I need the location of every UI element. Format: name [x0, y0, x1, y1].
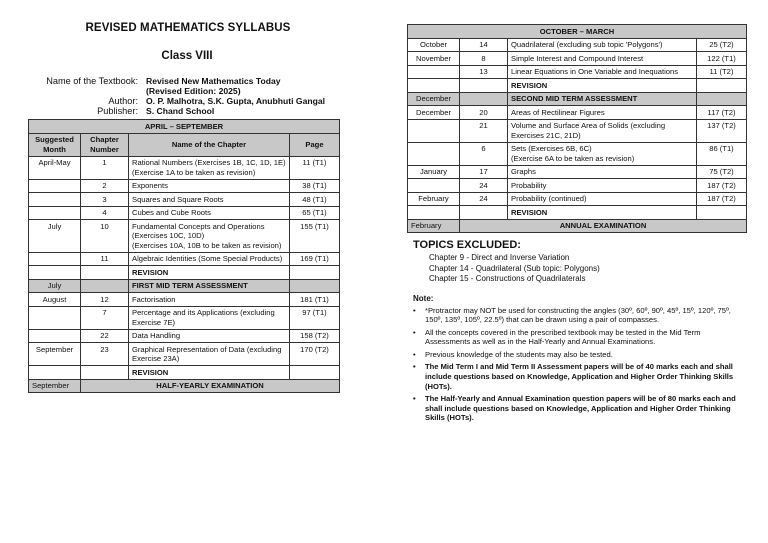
row-month	[408, 79, 460, 93]
chapter-name-text: REVISION	[132, 267, 169, 277]
notes-title: Note:	[413, 293, 434, 303]
row-page: 170 (T2)	[289, 343, 339, 366]
row-month: August	[29, 293, 81, 307]
chapter-name-text: Percentage and its Applications (excluding Exercise 7E)	[132, 308, 275, 327]
row-month	[29, 366, 81, 380]
row-chapter-number	[81, 366, 129, 380]
table-row	[408, 106, 747, 120]
row-page: 75 (T2)	[696, 165, 746, 179]
row-page	[696, 206, 746, 220]
textbook-row	[28, 76, 340, 96]
row-page: 11 (T2)	[696, 65, 746, 79]
row-month	[29, 306, 81, 329]
exam-label: HALF-YEARLY EXAMINATION	[81, 379, 340, 393]
row-page: 169 (T1)	[289, 252, 339, 266]
chapter-name-text: FIRST MID TERM ASSESSMENT	[132, 281, 248, 290]
table-row	[29, 156, 340, 179]
author-value: O. P. Malhotra, S.K. Gupta, Anubhuti Gangal	[146, 96, 326, 106]
row-chapter-number: 21	[460, 119, 508, 142]
row-chapter-name	[129, 293, 290, 307]
chapter-name-text: Probability	[511, 180, 547, 190]
row-month: February	[408, 192, 460, 206]
chapter-name-text: Graphs	[511, 167, 536, 176]
chapter-name-text: Algebraic Identities (Some Special Products)	[132, 254, 283, 263]
row-month	[408, 179, 460, 193]
row-page: 137 (T2)	[696, 119, 746, 142]
table-row	[29, 252, 340, 266]
row-month	[29, 193, 81, 207]
row-chapter-number: 3	[81, 193, 129, 207]
publisher-label: Publisher:	[97, 106, 138, 116]
row-chapter-number: 13	[460, 65, 508, 79]
row-month	[408, 206, 460, 220]
chapter-name-text: Cubes and Cube Roots	[132, 208, 211, 217]
row-chapter-number: 12	[81, 293, 129, 307]
textbook-info	[28, 76, 340, 116]
row-chapter-name	[129, 266, 290, 280]
table-row	[29, 366, 340, 380]
table-row	[408, 52, 747, 66]
exam-label: ANNUAL EXAMINATION	[460, 219, 747, 233]
row-chapter-name	[508, 192, 697, 206]
row-month: January	[408, 165, 460, 179]
row-month	[29, 329, 81, 343]
table-row	[408, 92, 747, 106]
row-month	[29, 266, 81, 280]
chapter-name-text: Probability (continued)	[511, 194, 587, 203]
row-month	[408, 65, 460, 79]
row-chapter-name	[129, 306, 290, 329]
row-chapter-number: 2	[81, 179, 129, 193]
table-row	[29, 206, 340, 220]
row-page: 11 (T1)	[289, 156, 339, 179]
row-chapter-number: 10	[81, 220, 129, 253]
chapter-name-text: SECOND MID TERM ASSESSMENT	[511, 94, 638, 103]
row-month: December	[408, 92, 460, 106]
table-row	[408, 179, 747, 193]
row-page	[289, 279, 339, 293]
note-item: • Previous knowledge of the students may also be tested.	[413, 350, 747, 360]
syllabus-table-april-september	[28, 119, 340, 393]
row-chapter-name	[129, 366, 290, 380]
row-month	[29, 179, 81, 193]
chapter-name-text: Squares and Square Roots	[132, 194, 224, 204]
row-page: 97 (T1)	[289, 306, 339, 329]
row-chapter-name	[129, 252, 290, 266]
table-row	[29, 193, 340, 207]
row-page	[289, 366, 339, 380]
textbook-name: Revised New Mathematics Today	[146, 76, 281, 86]
right-column	[407, 24, 747, 426]
syllabus-table-october-march	[407, 24, 747, 233]
row-page	[289, 266, 339, 280]
row-chapter-number: 17	[460, 165, 508, 179]
table-row	[408, 38, 747, 52]
notes-list	[413, 306, 747, 424]
row-month	[408, 142, 460, 165]
header-chapter-number: Chapter Number	[81, 133, 129, 156]
excluded-topic-item: Chapter 14 - Quadrilateral (Sub topic: Polygons)	[429, 263, 600, 273]
chapter-name-text: Rational Numbers (Exercises 1B, 1C, 1D, 1E)	[132, 158, 286, 167]
term-band: OCTOBER – MARCH	[408, 25, 747, 39]
chapter-name-note: (Exercise 1A to be taken as revision)	[132, 167, 256, 177]
row-chapter-number: 7	[81, 306, 129, 329]
row-page: 122 (T1)	[696, 52, 746, 66]
row-page: 155 (T1)	[289, 220, 339, 253]
chapter-name-note: (Exercise 6A to be taken as revision)	[511, 153, 635, 163]
left-column	[28, 22, 340, 393]
row-chapter-name	[508, 179, 697, 193]
header-page: Page	[289, 133, 339, 156]
row-month: September	[29, 343, 81, 366]
row-chapter-name	[508, 38, 697, 52]
row-chapter-number	[460, 206, 508, 220]
row-month: July	[29, 220, 81, 253]
row-chapter-name	[508, 65, 697, 79]
chapter-name-text: REVISION	[132, 367, 169, 377]
row-chapter-name	[508, 106, 697, 120]
textbook-edition: (Revised Edition: 2025)	[146, 86, 241, 96]
table-row	[408, 79, 747, 93]
row-chapter-number	[81, 266, 129, 280]
term-band: APRIL – SEPTEMBER	[29, 120, 340, 134]
row-page: 181 (T1)	[289, 293, 339, 307]
row-chapter-number: 22	[81, 329, 129, 343]
header-month: Suggested Month	[29, 133, 81, 156]
row-chapter-name	[508, 142, 697, 165]
chapter-name-text: Simple Interest and Compound Interest	[511, 53, 644, 63]
table-row	[29, 220, 340, 253]
note-item: • All the concepts covered in the prescribed textbook may be tested in the Mid Term Assessments as well as in the Half-Yearly and Annual Examinations.	[413, 328, 747, 347]
chapter-name-text: Linear Equations in One Variable and Inequations	[511, 67, 679, 76]
table-band-row	[29, 120, 340, 134]
exam-row	[29, 379, 340, 393]
row-month: December	[408, 106, 460, 120]
row-chapter-number	[460, 79, 508, 93]
chapter-name-text: Sets (Exercises 6B, 6C)	[511, 144, 592, 153]
excluded-topic-item: Chapter 9 - Direct and Inverse Variation	[429, 253, 570, 262]
header-chapter-name: Name of the Chapter	[129, 133, 290, 156]
row-chapter-name	[508, 119, 697, 142]
page-title: REVISED MATHEMATICS SYLLABUS	[85, 22, 291, 34]
note-item: • The Half-Yearly and Annual Examination question papers will be of 80 marks each and shall include questions based on Knowledge, Application and Higher Order Thinking Skills (HOTs).	[413, 394, 747, 423]
chapter-name-text: REVISION	[511, 207, 548, 217]
publisher-row	[28, 106, 340, 116]
row-chapter-name	[508, 165, 697, 179]
row-chapter-name	[129, 279, 290, 293]
chapter-name-text: Quadrilateral (excluding sub topic 'Polygons')	[511, 40, 663, 49]
table-header-row	[29, 133, 340, 156]
publisher-value: S. Chand School	[146, 106, 215, 116]
row-chapter-number: 24	[460, 179, 508, 193]
excluded-topic-item: Chapter 15 - Constructions of Quadrilaterals	[429, 274, 586, 283]
row-chapter-name	[508, 52, 697, 66]
row-chapter-number: 24	[460, 192, 508, 206]
row-chapter-number: 11	[81, 252, 129, 266]
row-month: July	[29, 279, 81, 293]
textbook-value	[146, 76, 281, 96]
row-chapter-name	[129, 156, 290, 179]
topics-excluded-title: TOPICS EXCLUDED:	[413, 239, 521, 251]
table-row	[29, 329, 340, 343]
row-chapter-name	[508, 92, 697, 106]
table-row	[408, 206, 747, 220]
row-chapter-name	[508, 79, 697, 93]
row-page: 158 (T2)	[289, 329, 339, 343]
chapter-name-text: REVISION	[511, 80, 548, 90]
exam-row	[408, 219, 747, 233]
chapter-name-text: Exponents	[132, 181, 168, 190]
exam-month: February	[408, 219, 460, 233]
note-item: • The Mid Term I and Mid Term II Assessment papers will be of 40 marks each and shall include questions based on Knowledge, Application and Higher Order Thinking Skills (HOTs).	[413, 362, 747, 391]
chapter-name-text: Volume and Surface Area of Solids (excluding Exercises 21C, 21D)	[511, 121, 666, 140]
row-chapter-name	[129, 343, 290, 366]
table-row	[408, 192, 747, 206]
table-row	[29, 306, 340, 329]
row-chapter-number	[81, 279, 129, 293]
row-chapter-name	[129, 206, 290, 220]
row-month: October	[408, 38, 460, 52]
row-chapter-number: 6	[460, 142, 508, 165]
textbook-label: Name of the Textbook:	[46, 76, 138, 86]
row-month: April-May	[29, 156, 81, 179]
note-item: • *Protractor may NOT be used for constructing the angles (30º, 60º, 90º, 45º, 15º, 120º, 75º, 150º, 135º, 105º, 22.5º) that can be drawn using a pair of compasses.	[413, 306, 747, 325]
topics-excluded-list	[429, 253, 747, 285]
row-month	[29, 252, 81, 266]
row-page: 117 (T2)	[696, 106, 746, 120]
row-month: November	[408, 52, 460, 66]
row-chapter-number: 20	[460, 106, 508, 120]
row-chapter-number	[460, 92, 508, 106]
row-chapter-name	[129, 220, 290, 253]
table-row	[29, 343, 340, 366]
row-page	[696, 92, 746, 106]
row-chapter-number: 4	[81, 206, 129, 220]
table-row	[408, 65, 747, 79]
table-band-row	[408, 25, 747, 39]
left-table-body	[29, 156, 340, 393]
row-chapter-number: 14	[460, 38, 508, 52]
table-row	[408, 142, 747, 165]
row-month	[29, 206, 81, 220]
chapter-name-text: Fundamental Concepts and Operations (Exercises 10C, 10D)	[132, 221, 265, 240]
chapter-name-text: Areas of Rectilinear Figures	[511, 107, 605, 117]
table-row	[29, 266, 340, 280]
row-page: 48 (T1)	[289, 193, 339, 207]
row-page: 25 (T2)	[696, 38, 746, 52]
row-chapter-name	[508, 206, 697, 220]
row-page: 187 (T2)	[696, 192, 746, 206]
table-row	[29, 179, 340, 193]
row-page: 86 (T1)	[696, 142, 746, 165]
chapter-name-text: Graphical Representation of Data (excluding Exercise 23A)	[132, 344, 282, 363]
table-row	[29, 279, 340, 293]
row-chapter-name	[129, 179, 290, 193]
exam-month: September	[29, 379, 81, 393]
chapter-name-text: Data Handling	[132, 331, 181, 340]
row-page	[696, 79, 746, 93]
row-chapter-name	[129, 329, 290, 343]
row-chapter-number: 1	[81, 156, 129, 179]
row-chapter-number: 8	[460, 52, 508, 66]
author-label: Author:	[108, 96, 138, 106]
chapter-name-text: Factorisation	[132, 294, 176, 304]
author-row	[28, 96, 340, 106]
row-chapter-number: 23	[81, 343, 129, 366]
row-page: 187 (T2)	[696, 179, 746, 193]
table-row	[408, 165, 747, 179]
table-row	[29, 293, 340, 307]
table-row	[408, 119, 747, 142]
right-table-body	[408, 38, 747, 233]
row-chapter-name	[129, 193, 290, 207]
row-page: 38 (T1)	[289, 179, 339, 193]
class-title: Class VIII	[161, 50, 213, 62]
chapter-name-note: (Exercises 10A, 10B to be taken as revision)	[132, 240, 282, 250]
row-page: 65 (T1)	[289, 206, 339, 220]
row-month	[408, 119, 460, 142]
